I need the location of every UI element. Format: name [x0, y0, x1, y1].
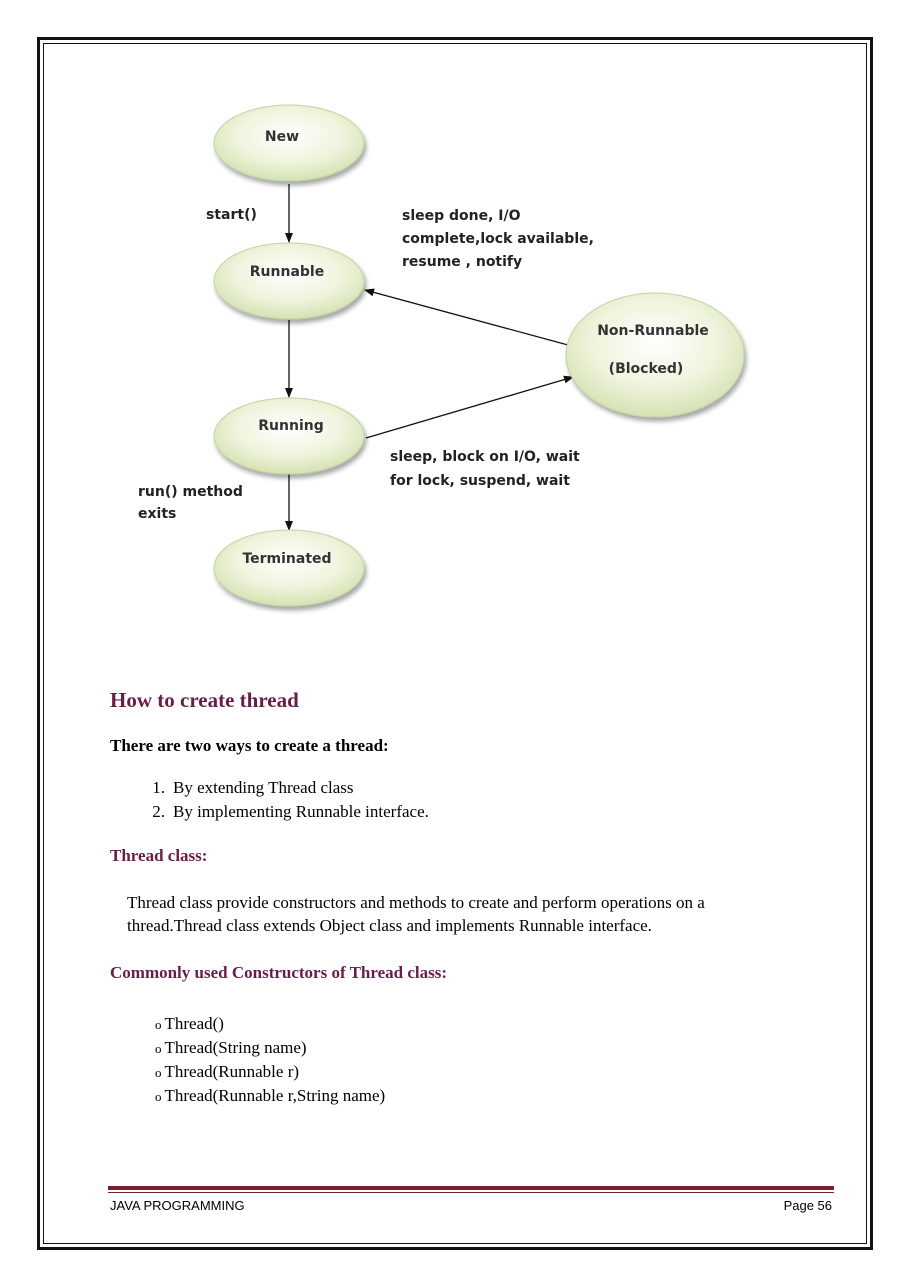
state-runnable-label: Runnable [249, 264, 325, 280]
state-running [214, 398, 364, 474]
list-item-text: By extending Thread class [173, 778, 354, 797]
transition-exit-label-1: run() method [138, 484, 243, 500]
constructor-signature: Thread(Runnable r,String name) [164, 1086, 386, 1105]
thread-class-heading: Thread class: [110, 846, 208, 865]
state-non-runnable [566, 293, 744, 417]
list-item [155, 1036, 385, 1060]
state-new [214, 105, 364, 181]
bullet-icon: o [155, 1017, 162, 1032]
constructors-list [155, 1012, 385, 1108]
list-item [110, 800, 429, 824]
state-terminated-label: Terminated [242, 551, 332, 567]
ways-list [110, 776, 429, 824]
page-number: Page 56 [783, 1198, 832, 1213]
bullet-icon: o [155, 1089, 162, 1104]
constructors-heading: Commonly used Constructors of Thread class: [110, 963, 448, 982]
list-item [155, 1012, 385, 1036]
state-runnable [214, 243, 364, 319]
list-item [110, 776, 429, 800]
state-terminated [214, 530, 364, 606]
footer-rule-thick [108, 1186, 834, 1190]
edge-blocked-to-runnable [365, 290, 568, 345]
transition-block-label-1: sleep, block on I/O, wait [390, 449, 580, 465]
transition-wake-label-2: complete,lock available, [402, 231, 594, 247]
bullet-icon: o [155, 1065, 162, 1080]
transition-wake-label-1: sleep done, I/O [402, 208, 521, 224]
transition-block-label-2: for lock, suspend, wait [390, 473, 570, 489]
thread-lifecycle-diagram [0, 0, 910, 640]
constructor-signature: Thread() [164, 1014, 224, 1033]
transition-exit-label-2: exits [138, 506, 177, 522]
thread-class-description: Thread class provide constructors and methods to create and perform operations on a thread.Thread class extends Object class and implements Runnable interface. [127, 893, 705, 935]
list-item-number: 2. [152, 802, 165, 821]
state-running-label: Running [258, 418, 324, 434]
state-non-runnable-label: Non-Runnable [597, 323, 709, 339]
list-item [155, 1060, 385, 1084]
footer-rule-thin [108, 1192, 834, 1193]
list-item [155, 1084, 385, 1108]
constructor-signature: Thread(Runnable r) [164, 1062, 300, 1081]
intro-text: There are two ways to create a thread: [110, 736, 389, 755]
list-item-number: 1. [152, 778, 165, 797]
state-new-label: New [264, 129, 300, 145]
bullet-icon: o [155, 1041, 162, 1056]
constructor-signature: Thread(String name) [164, 1038, 307, 1057]
footer-title: JAVA PROGRAMMING [110, 1198, 245, 1213]
transition-start-label: start() [206, 207, 257, 223]
section-heading: How to create thread [110, 688, 299, 712]
state-blocked-label: (Blocked) [608, 361, 684, 377]
transition-wake-label-3: resume , notify [402, 254, 523, 270]
edge-running-to-blocked [366, 377, 573, 438]
list-item-text: By implementing Runnable interface. [173, 802, 429, 821]
